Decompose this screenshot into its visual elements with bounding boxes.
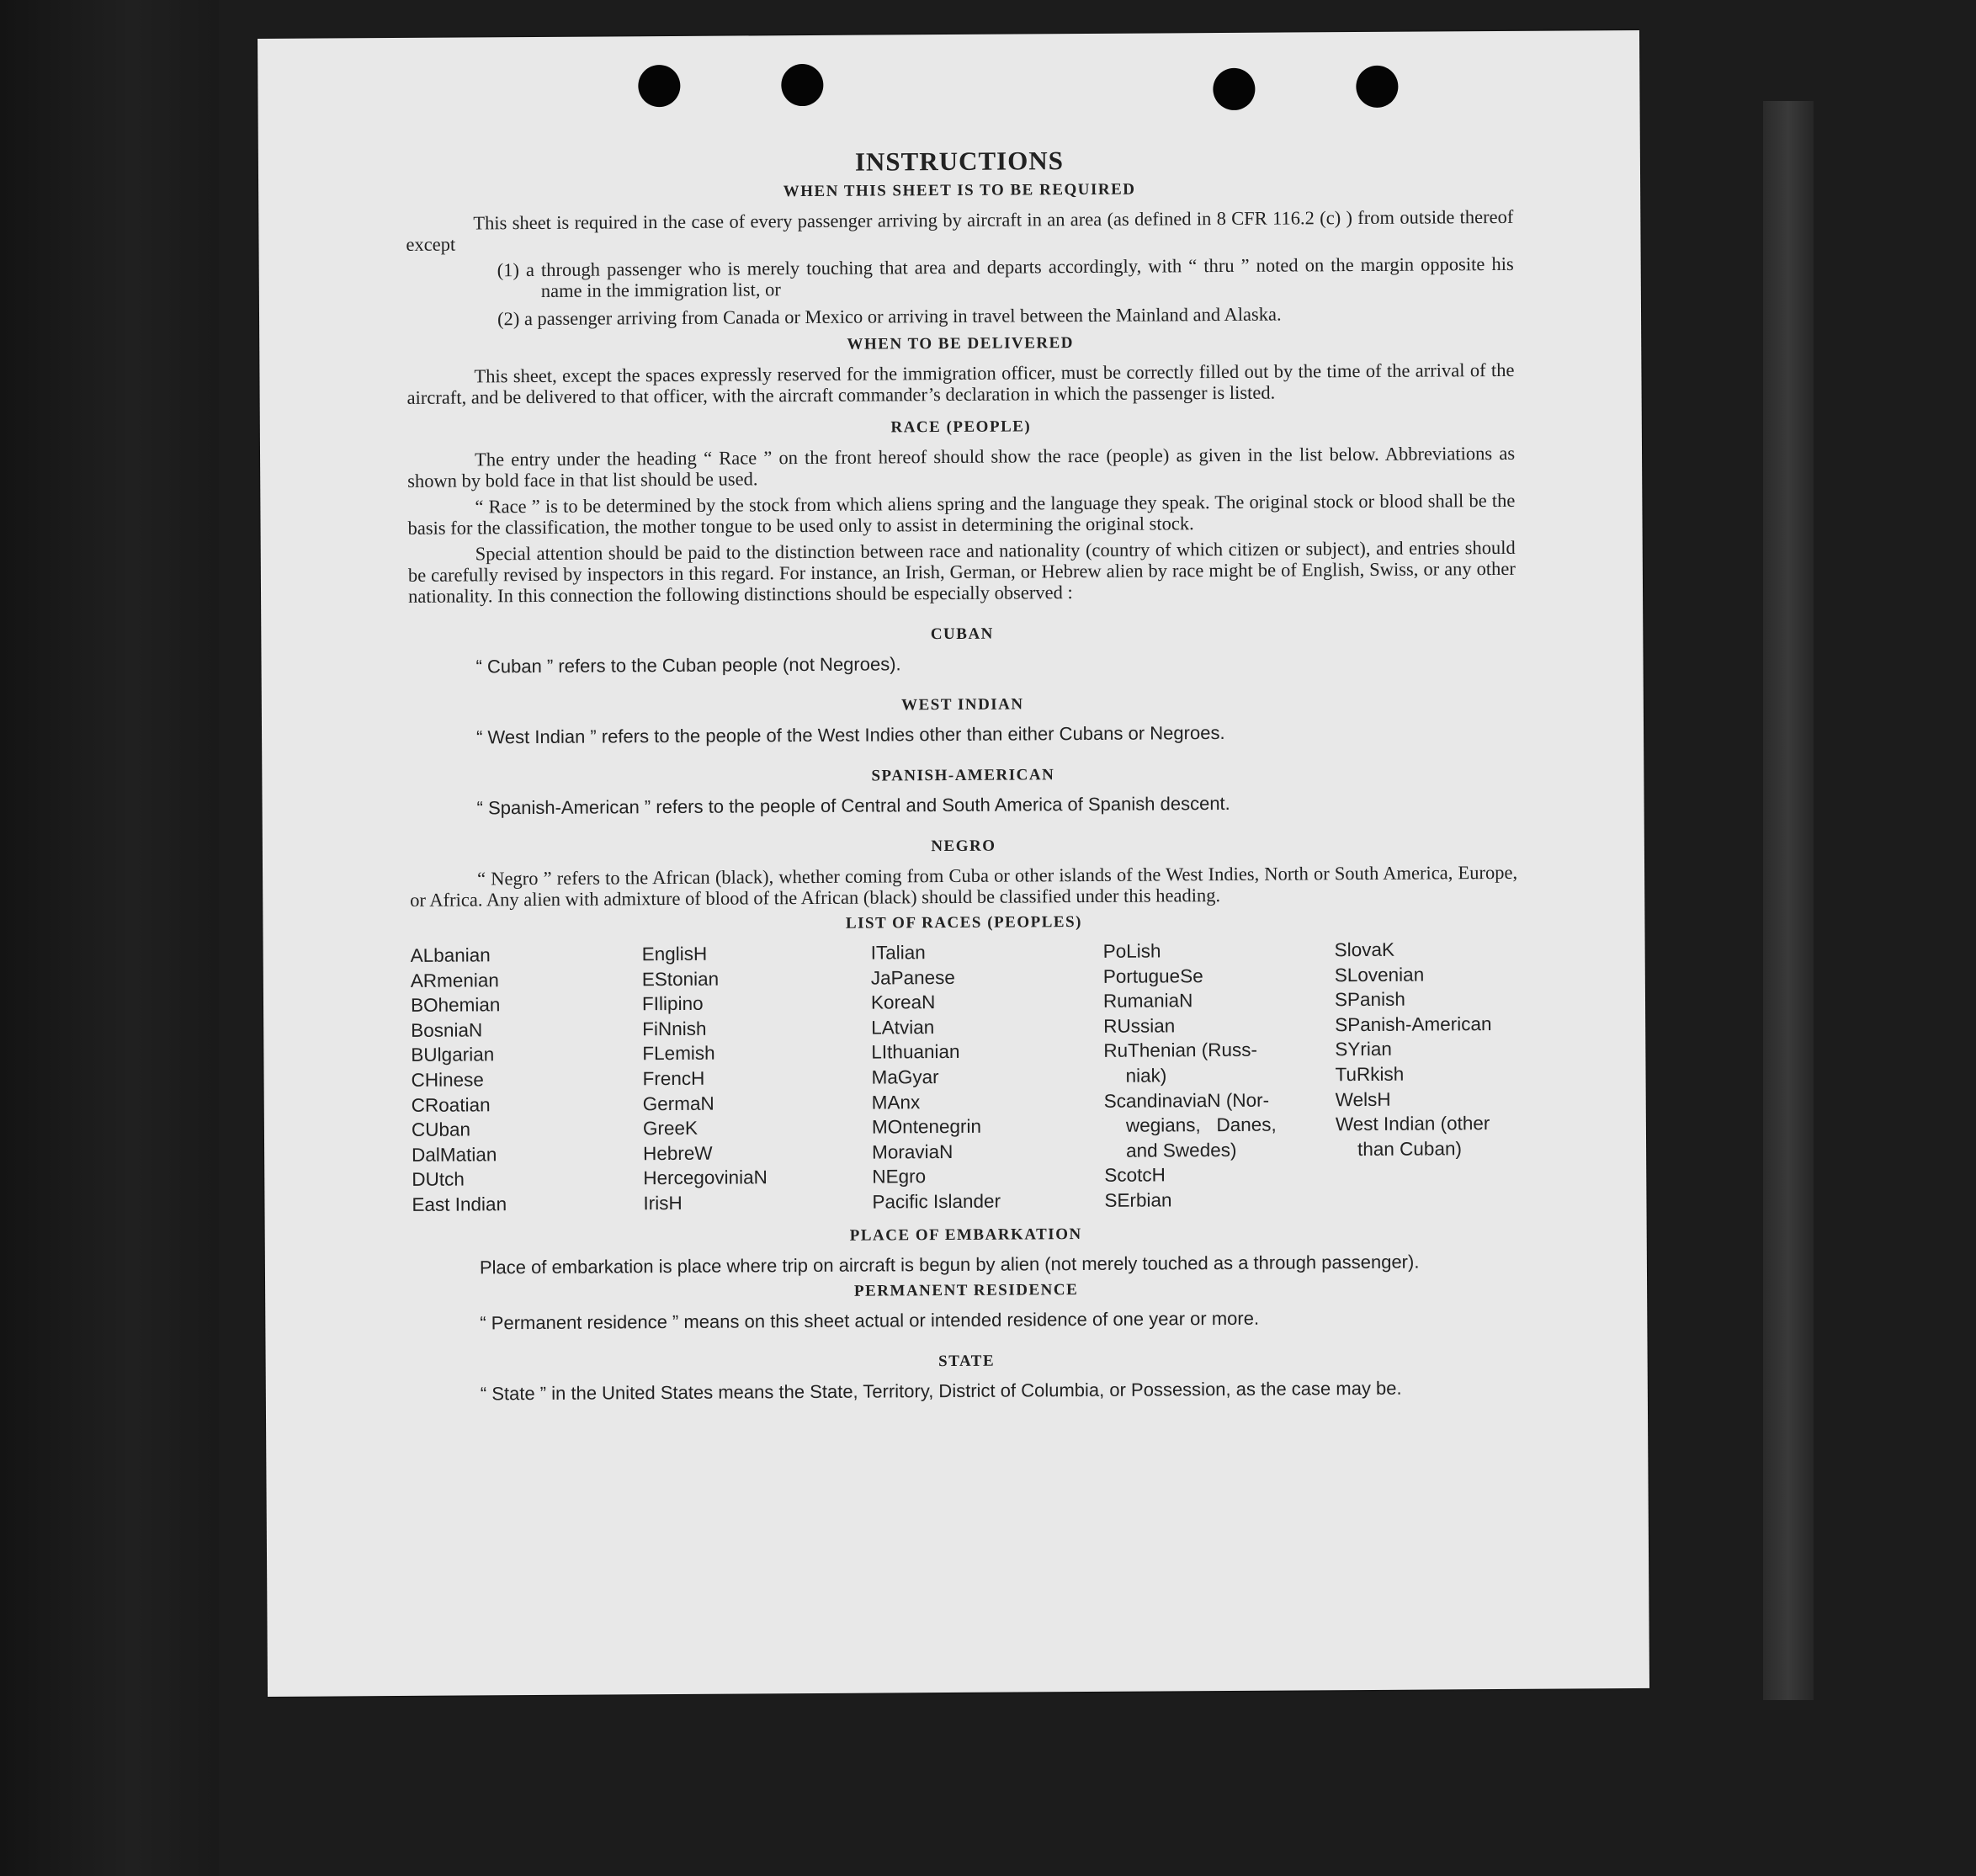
heading-embarkation: PLACE OF EMBARKATION [849, 1225, 1082, 1245]
scan-background-left [0, 0, 219, 1876]
race-paragraph-1: The entry under the heading “ Race ” on the front hereof should show the race (people) as given in the list below. Abbreviations as shown by bold face in that list should be used. [407, 442, 1516, 492]
race-entry [1336, 1161, 1519, 1187]
heading-required: WHEN THIS SHEET IS TO BE REQUIRED [783, 180, 1136, 201]
heading-delivered: WHEN TO BE DELIVERED [847, 334, 1075, 353]
heading-west-indian: WEST INDIAN [901, 695, 1024, 715]
race-entry: BOhemian [410, 994, 501, 1017]
west-indian-text: “ West Indian ” refers to the people of the West Indies other than either Cubans or Negroes. [475, 721, 1225, 748]
document-page [258, 30, 1649, 1697]
race-entry: GreeK [642, 1117, 699, 1140]
race-entry: DUtch [412, 1168, 465, 1191]
race-entry: niak) [1125, 1065, 1167, 1087]
race-entry: HercegoviniaN [643, 1167, 768, 1189]
race-entry: FLemish [642, 1043, 715, 1065]
race-entry: LIthuanian [871, 1041, 960, 1063]
race-entry: BUlgarian [411, 1044, 495, 1066]
heading-permanent-residence: PERMANENT RESIDENCE [853, 1280, 1079, 1300]
race-entry: ALbanian [410, 944, 491, 966]
negro-text: “ Negro ” refers to the African (black), whether coming from Cuba or other islands of the West Indies, North or South America, Europe, or Africa. Any alien with admixture of blood of the African (black) should be classified under this heading. [410, 861, 1518, 911]
required-intro: This sheet is required in the case of every passenger arriving by aircraft in an area (as defined in 8 CFR 116.2 (c) ) from outside thereof except [406, 205, 1514, 255]
race-entry: ARmenian [410, 969, 499, 991]
race-entry: FrencH [642, 1067, 705, 1090]
race-entry: ScandinaviaN (Nor- [1103, 1089, 1270, 1112]
race-entry: BosniaN [411, 1019, 483, 1041]
heading-cuban: CUBAN [930, 624, 994, 644]
race-entry: EStonian [641, 968, 720, 990]
spanish-american-text: “ Spanish-American ” refers to the people of Central and South America of Spanish descent. [476, 792, 1230, 819]
race-entry: Pacific Islander [872, 1190, 1001, 1213]
permanent-residence-text: “ Permanent residence ” means on this sheet actual or intended residence of one year or more. [480, 1307, 1260, 1333]
race-entry: TuRkish [1335, 1063, 1405, 1086]
race-entry: JaPanese [870, 966, 955, 989]
race-paragraph-2: “ Race ” is to be determined by the stock from which aliens spring and the language they speak. The original stock or blood shall be the basis for the classification, the mother tongue to be used only to assist in determining the original stock. [407, 489, 1516, 539]
race-entry: MoraviaN [872, 1140, 953, 1163]
document-content [406, 141, 1521, 1410]
race-entry: wegians, Danes, [1125, 1113, 1277, 1136]
race-entry: FIlipino [641, 992, 704, 1015]
cuban-text: “ Cuban ” refers to the Cuban people (not Negroes). [475, 653, 901, 678]
race-entry: SPanish-American [1335, 1012, 1492, 1035]
race-entry: MaGyar [871, 1066, 939, 1088]
race-entry: GermaN [642, 1092, 714, 1114]
race-entry: and Swedes) [1126, 1139, 1237, 1161]
race-entry: ITalian [870, 942, 926, 964]
race-entry [1336, 1186, 1519, 1212]
race-entry: CHinese [411, 1069, 484, 1091]
race-entry: DalMatian [412, 1144, 497, 1166]
delivered-text: This sheet, except the spaces expressly reserved for the immigration officer, must be correctly filled out by the time of the arrival of the aircraft, and be delivered to that officer, with the aircraft commander’s declaration in which the passenger is listed. [406, 359, 1515, 408]
heading-race: RACE (PEOPLE) [890, 417, 1032, 437]
punch-hole-2 [781, 64, 823, 106]
required-item-1: (1) a through passenger who is merely touching that area and departs accordingly, with “ thru ” noted on the margin opposite his name in the immigration list, or [497, 252, 1514, 301]
race-entry: RuThenian (Russ- [1103, 1039, 1258, 1062]
race-entry: SlovaK [1334, 938, 1395, 961]
race-entry: CRoatian [411, 1093, 491, 1116]
punch-hole-1 [638, 65, 680, 107]
race-entry: RUssian [1103, 1015, 1176, 1037]
race-entry: East Indian [412, 1193, 507, 1215]
punch-hole-4 [1356, 66, 1398, 108]
race-entry: than Cuban) [1357, 1138, 1463, 1160]
race-entry: SYrian [1335, 1039, 1392, 1060]
race-entry: WelsH [1335, 1088, 1391, 1110]
race-entry: MOntenegrin [871, 1115, 982, 1138]
heading-state: STATE [938, 1352, 996, 1370]
state-text: “ State ” in the United States means the State, Territory, District of Columbia, or Possession, as the case may be. [480, 1377, 1402, 1404]
race-entry: SLovenian [1334, 964, 1425, 986]
race-entry: HebreW [643, 1142, 713, 1164]
race-entry: PoLish [1102, 940, 1161, 962]
race-paragraph-3: Special attention should be paid to the distinction between race and nationality (country of which citizen or subject), and entries should be carefully revised by inspectors in this regard. For instance, an Irish, German, or Hebrew alien by race might be of English, Swiss, or any other nationality. In this connection the following distinctions should be especially observed : [407, 536, 1516, 607]
race-entry: CUban [411, 1119, 471, 1141]
race-entry: KoreaN [870, 991, 936, 1013]
heading-negro: NEGRO [931, 837, 996, 856]
race-entry: ScotcH [1104, 1164, 1166, 1187]
race-entry: MAnx [871, 1091, 921, 1113]
race-entry: EnglisH [641, 943, 708, 965]
race-entry: IrisH [643, 1192, 683, 1214]
punch-hole-3 [1213, 68, 1255, 110]
race-entry: SPanish [1334, 988, 1405, 1011]
race-entry: RumaniaN [1102, 990, 1193, 1012]
required-item-2: (2) a passenger arriving from Canada or Mexico or arriving in travel between the Mainland and Alaska. [497, 303, 1282, 330]
embarkation-text: Place of embarkation is place where trip on aircraft is begun by alien (not merely touched as a through passenger). [479, 1251, 1420, 1278]
race-entry: SErbian [1104, 1189, 1172, 1211]
race-entry: PortugueSe [1102, 965, 1203, 987]
race-entry: NEgro [872, 1166, 927, 1188]
race-entry: West Indian (other [1335, 1113, 1490, 1135]
heading-spanish-american: SPANISH-AMERICAN [871, 766, 1055, 785]
race-entry: FiNnish [642, 1018, 707, 1040]
heading-list-of-races: LIST OF RACES (PEOPLES) [845, 913, 1083, 933]
page-title: INSTRUCTIONS [854, 146, 1065, 177]
race-entry: LAtvian [871, 1016, 935, 1039]
scan-background-right [1763, 101, 1814, 1700]
races-list [411, 937, 1520, 1218]
